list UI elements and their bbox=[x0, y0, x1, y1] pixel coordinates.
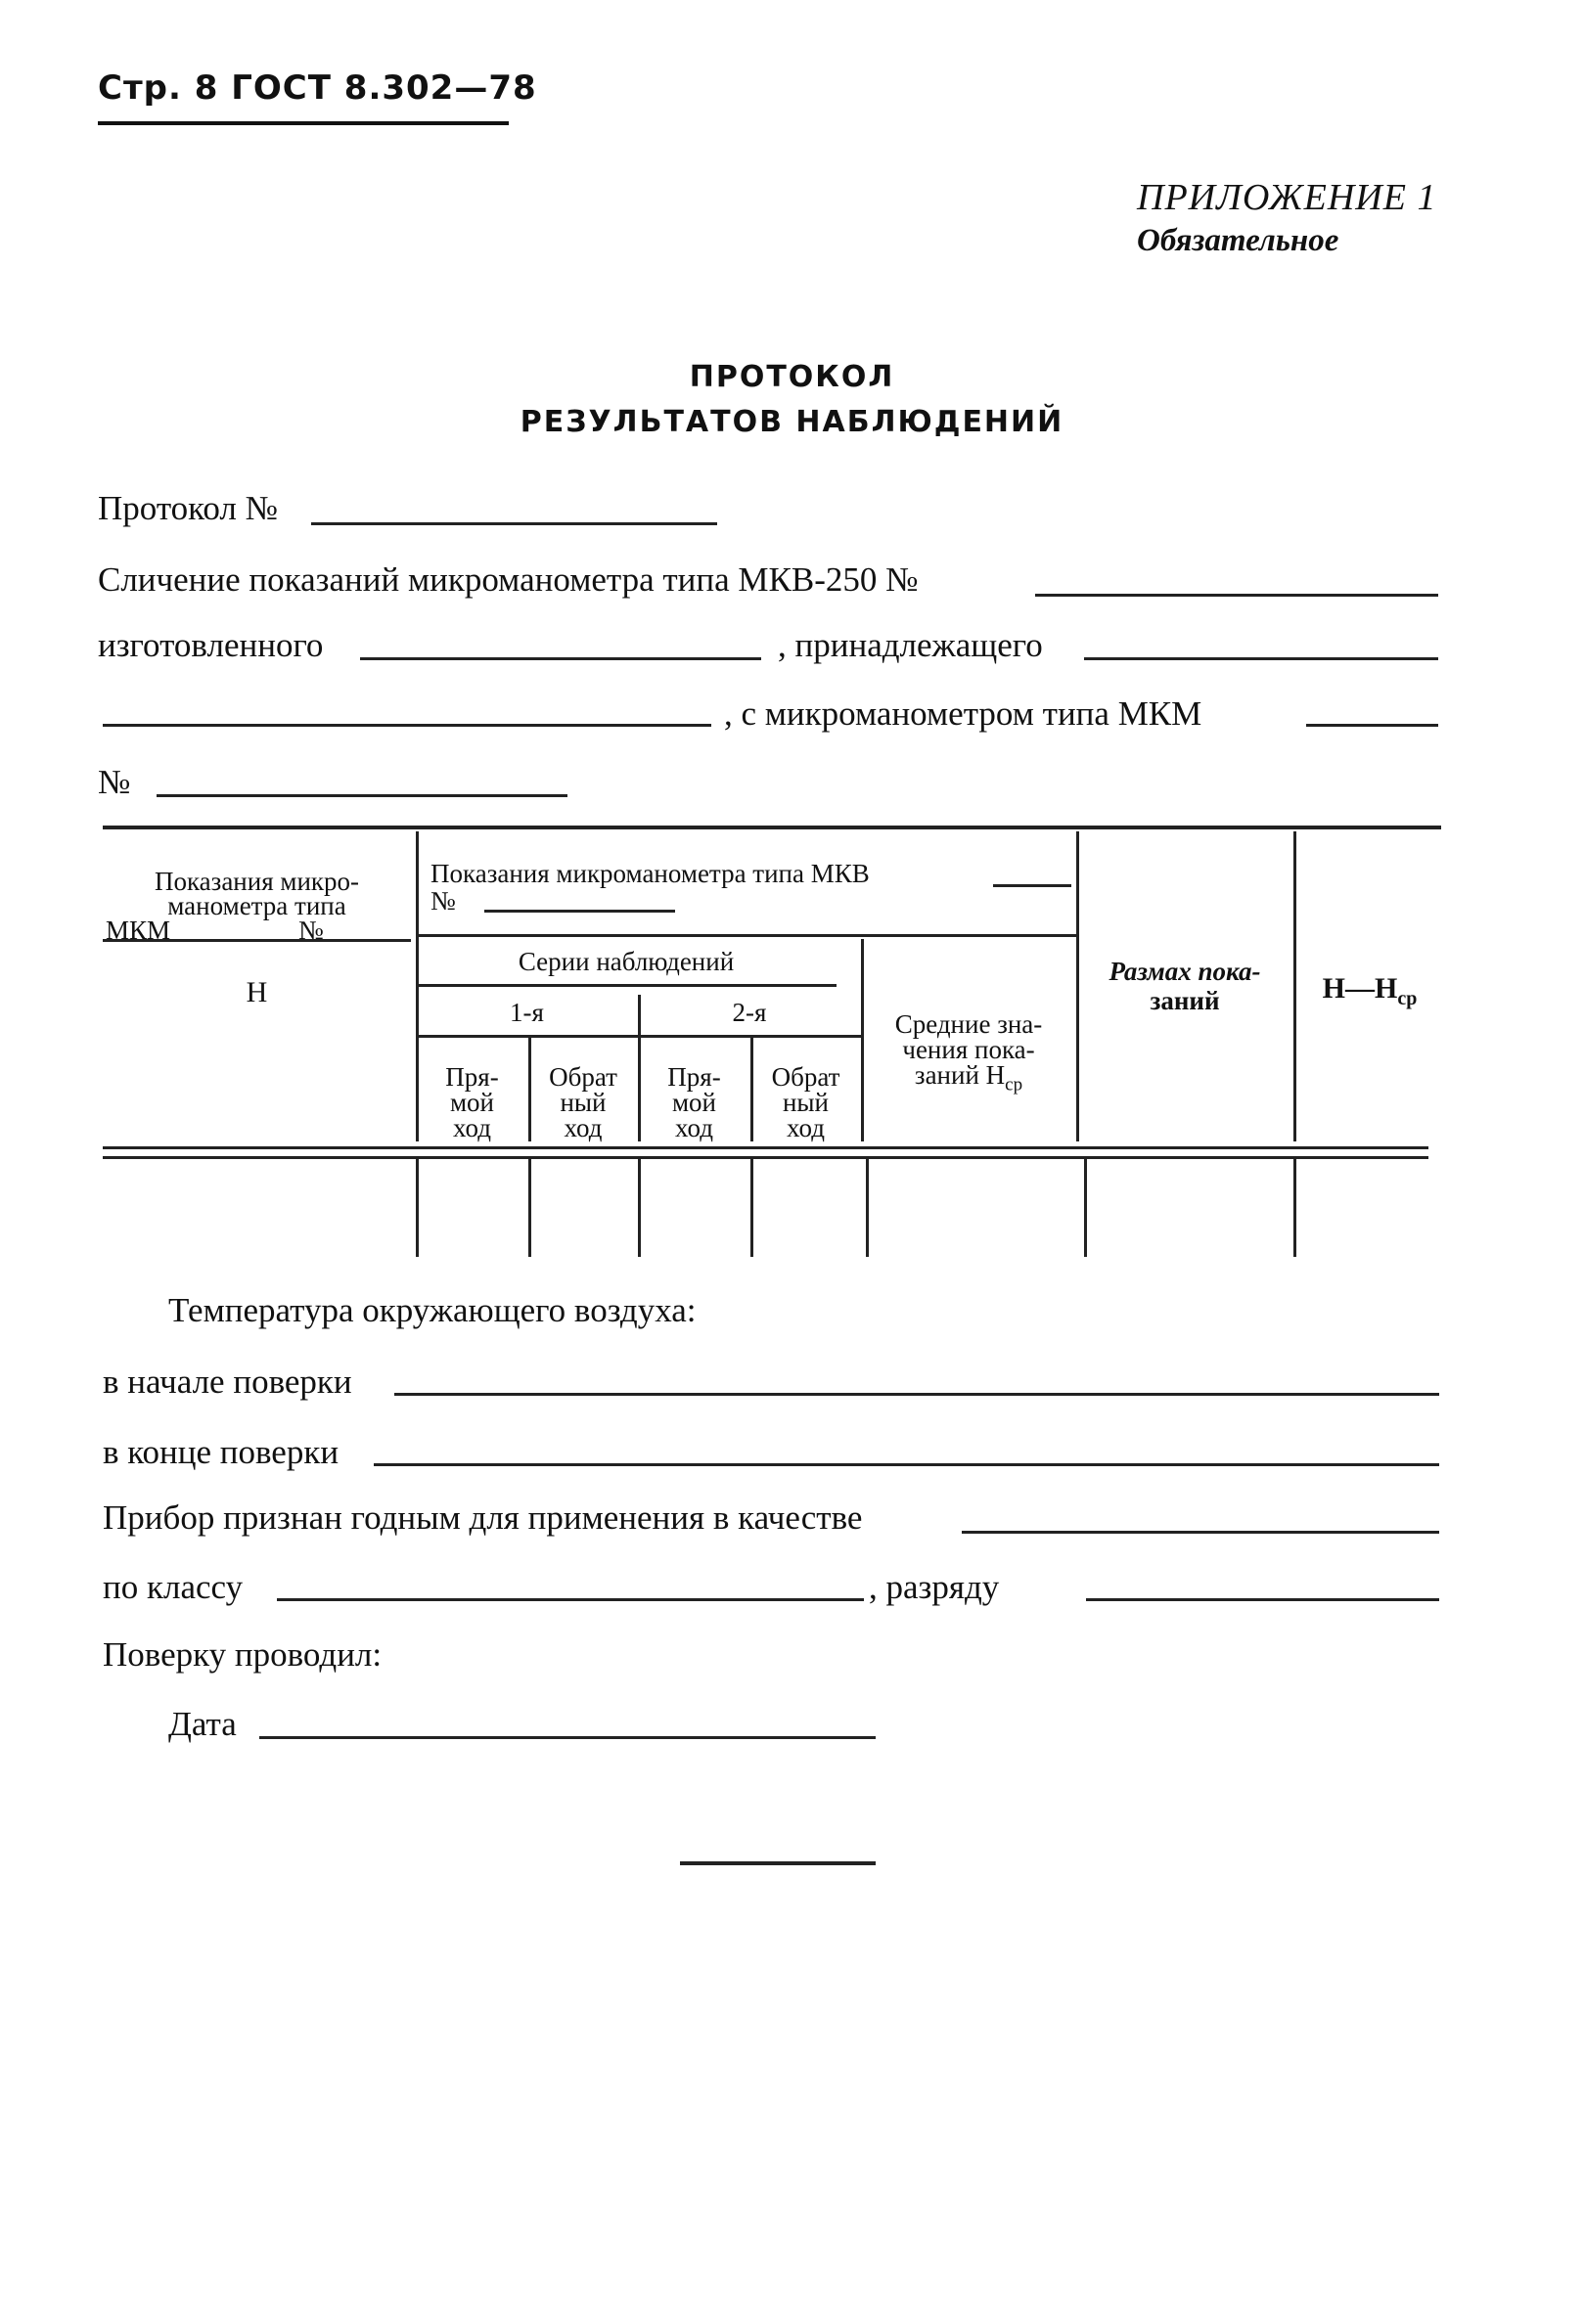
table-hline bbox=[416, 984, 837, 987]
table-header-rule bbox=[103, 1156, 1428, 1159]
mkv-number-field[interactable] bbox=[1035, 594, 1438, 597]
protocol-number-field[interactable] bbox=[311, 522, 717, 525]
start-temperature-field[interactable] bbox=[394, 1393, 1439, 1396]
table-body-vline bbox=[416, 1159, 419, 1257]
col-mean-line1: Средние зна- bbox=[894, 1009, 1043, 1039]
col-mkv-title: Показания микроманометра типа МКВ bbox=[430, 859, 870, 888]
grade-field[interactable] bbox=[1086, 1598, 1439, 1601]
performed-label: Поверку проводил: bbox=[103, 1635, 383, 1674]
col-mean-text: заний Н bbox=[914, 1060, 1006, 1090]
direct-1-line1: Пря- bbox=[445, 1062, 499, 1092]
table-body-vline bbox=[866, 1159, 869, 1257]
col-diff-subscript: ср bbox=[1397, 988, 1418, 1009]
reverse-1-line3: ход bbox=[564, 1113, 603, 1142]
col-mean-line3 bbox=[861, 1062, 1076, 1094]
mkv-type-blank bbox=[993, 884, 1071, 887]
col-diff-text: Н—Н bbox=[1322, 972, 1398, 1005]
reverse-2-line2: ный bbox=[782, 1088, 830, 1117]
mkm-type-field[interactable] bbox=[1306, 724, 1438, 727]
appendix-note: Обязательное bbox=[1137, 223, 1339, 258]
class-field[interactable] bbox=[277, 1598, 864, 1601]
end-temperature-field[interactable] bbox=[374, 1463, 1439, 1466]
grade-label: , разряду bbox=[869, 1568, 1000, 1606]
header-rule bbox=[98, 121, 509, 125]
col-mkm-number: № bbox=[298, 916, 324, 945]
table-body-vline bbox=[528, 1159, 531, 1257]
direct-2-line3: ход bbox=[675, 1113, 713, 1142]
protocol-number-label: Протокол № bbox=[98, 489, 279, 527]
reverse-1-line1: Обрат bbox=[549, 1062, 617, 1092]
col-mkm-line2: манометра типа bbox=[167, 891, 346, 920]
manufactured-label: изготовленного bbox=[98, 626, 324, 664]
usage-field[interactable] bbox=[962, 1531, 1439, 1534]
start-label: в начале поверки bbox=[103, 1363, 352, 1401]
comparison-label: Сличение показаний микроманометра типа МКВ-250 № bbox=[98, 560, 919, 599]
temperature-label: Температура окружающего воздуха: bbox=[168, 1291, 697, 1329]
reverse-2-line3: ход bbox=[787, 1113, 825, 1142]
class-label: по классу bbox=[103, 1568, 244, 1606]
col-diff bbox=[1296, 974, 1443, 1008]
table-top-rule bbox=[103, 826, 1441, 829]
col-series-2: 2-я bbox=[732, 998, 767, 1027]
table-body-vline bbox=[1293, 1159, 1296, 1257]
direct-2-line1: Пря- bbox=[667, 1062, 721, 1092]
col-mkv-number: № bbox=[430, 886, 456, 916]
page-reference: Стр. 8 ГОСТ 8.302—78 bbox=[98, 68, 537, 108]
col-mean-subscript: ср bbox=[1005, 1074, 1023, 1095]
mkm-type-blank bbox=[191, 939, 274, 942]
col-mkm-line1: Показания микро- bbox=[154, 867, 360, 896]
col-h-symbol: Н bbox=[246, 976, 268, 1008]
col-range-line1: Размах пока- bbox=[1109, 957, 1261, 986]
table-body-vline bbox=[638, 1159, 641, 1257]
end-label: в конце поверки bbox=[103, 1433, 339, 1471]
date-field[interactable] bbox=[259, 1736, 876, 1739]
col-mkm-type: МКМ bbox=[106, 916, 171, 945]
date-label: Дата bbox=[168, 1705, 237, 1743]
col-series-1: 1-я bbox=[510, 998, 544, 1027]
mkm-number-field[interactable] bbox=[157, 794, 567, 797]
end-rule bbox=[680, 1861, 876, 1865]
table-hline bbox=[416, 934, 1076, 937]
owner-field[interactable] bbox=[1084, 657, 1438, 660]
table-vline bbox=[1076, 831, 1079, 1141]
direct-2-line2: мой bbox=[671, 1088, 717, 1117]
suitable-label: Прибор признан годным для применения в качестве bbox=[103, 1498, 863, 1537]
mkm-number-label: № bbox=[98, 763, 131, 801]
reverse-1-line2: ный bbox=[560, 1088, 607, 1117]
col-series-title: Серии наблюдений bbox=[518, 947, 735, 976]
reverse-2-line1: Обрат bbox=[771, 1062, 840, 1092]
manufacturer-field[interactable] bbox=[360, 657, 761, 660]
table-body-vline bbox=[750, 1159, 753, 1257]
belonging-label: , принадлежащего bbox=[778, 626, 1043, 664]
document-title: ПРОТОКОЛ bbox=[689, 360, 895, 394]
direct-1-line3: ход bbox=[453, 1113, 491, 1142]
table-header-rule bbox=[103, 1146, 1428, 1149]
col-mean-line2: чения пока- bbox=[902, 1035, 1035, 1064]
document-subtitle: РЕЗУЛЬТАТОВ НАБЛЮДЕНИЙ bbox=[520, 405, 1064, 439]
table-hline bbox=[416, 1035, 861, 1038]
mkv-number-blank bbox=[484, 910, 675, 913]
owner-field-continued[interactable] bbox=[103, 724, 711, 727]
direct-1-line2: мой bbox=[449, 1088, 495, 1117]
appendix-title: ПРИЛОЖЕНИЕ 1 bbox=[1137, 177, 1437, 218]
with-mkm-label: , с микроманометром типа МКМ bbox=[724, 694, 1202, 733]
table-body-vline bbox=[1084, 1159, 1087, 1257]
col-range-line2: заний bbox=[1150, 986, 1220, 1015]
